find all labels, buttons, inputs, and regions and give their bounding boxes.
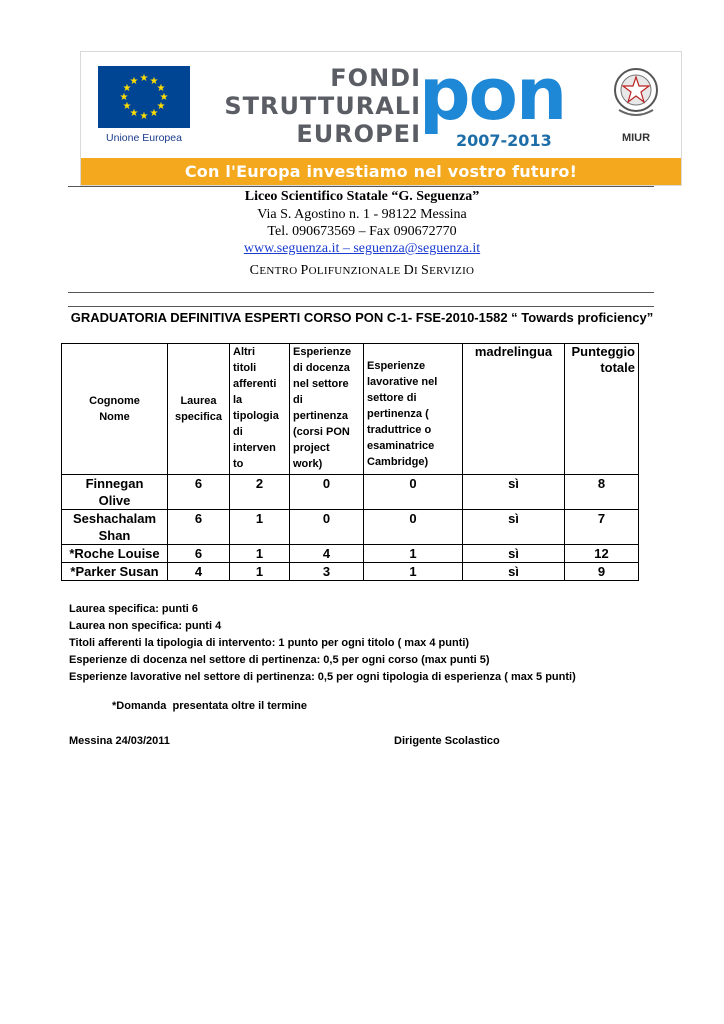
cell-lavorative: 1 [364,563,463,581]
cell-titoli: 1 [230,545,290,563]
note-line: Titoli afferenti la tipologia di intervento: 1 punto per ogni titolo ( max 4 punti) [69,637,470,649]
cell-laurea: 6 [168,545,230,563]
svg-text:★: ★ [122,83,132,94]
eu-flag-icon [98,66,190,128]
table-row [62,545,639,563]
signer: Dirigente Scolastico [394,735,500,747]
eu-label: Unione Europea [106,132,182,144]
divider [68,186,654,187]
pon-years: 2007-2013 [456,131,552,150]
svg-text:★: ★ [122,101,132,112]
svg-text:★: ★ [129,76,139,87]
italian-republic-emblem-icon [611,62,661,124]
school-web-link[interactable]: www.seguenza.it – seguenza@seguenza.it [243,241,481,256]
col-header-name: Cognome Nome [62,344,168,475]
school-address: Via S. Agostino n. 1 - 98122 Messina [257,207,467,222]
cell-totale: 9 [565,563,639,581]
fondi-line: FONDI [330,64,421,92]
fondi-line: STRUTTURALI [224,92,421,120]
cell-lavorative: 1 [364,545,463,563]
candidate-name: *Parker Susan [62,563,168,581]
pon-logo: pon [419,52,566,136]
cell-titoli: 2 [230,475,290,510]
miur-label: MIUR [621,132,651,144]
cell-docenza: 0 [290,475,364,510]
svg-text:★: ★ [159,92,169,103]
svg-text:★: ★ [149,76,159,87]
cell-madrelingua: sì [463,510,565,545]
cell-laurea: 6 [168,510,230,545]
scoring-notes [69,601,576,686]
school-phone: Tel. 090673569 – Fax 090672770 [267,224,457,239]
pon-banner [80,51,682,186]
table-header-row [62,344,639,475]
slogan-text: Con l'Europa investiamo nel vostro futuro! [184,162,578,181]
svg-text:★: ★ [156,83,166,94]
centro-polifunzionale: CENTRO POLIFUNZIONALE DI SERVIZIO [249,263,475,278]
table-row [62,563,639,581]
col-header-docenza: Esperienze di docenza nel settore di pertinenza (corsi PON project work) [290,344,364,475]
fondi-line: EUROPEI [296,120,421,148]
divider [68,292,654,293]
col-header-madrelingua: madrelingua [463,344,565,475]
col-header-lavorative: Esperienze lavorative nel settore di pertinenza ( traduttrice o esaminatrice Cambridge) [364,344,463,475]
cell-totale: 12 [565,545,639,563]
cell-laurea: 6 [168,475,230,510]
cell-docenza: 3 [290,563,364,581]
place-date: Messina 24/03/2011 [69,735,170,747]
svg-text:★: ★ [139,73,149,84]
divider [68,306,654,307]
candidate-name: *Roche Louise [62,545,168,563]
cell-totale: 7 [565,510,639,545]
svg-text:★: ★ [129,108,139,119]
note-line: Esperienze lavorative nel settore di pertinenza: 0,5 per ogni tipologia di esperienza ( max 5 punti) [69,671,576,683]
cell-totale: 8 [565,475,639,510]
cell-laurea: 4 [168,563,230,581]
document-title: GRADUATORIA DEFINITIVA ESPERTI CORSO PON C-1- FSE-2010-1582 “ Towards proficiency” [70,310,654,325]
school-name: Liceo Scientifico Statale “G. Seguenza” [244,189,480,204]
slogan-bar [81,158,681,185]
cell-lavorative: 0 [364,510,463,545]
note-line: Laurea non specifica: punti 4 [69,620,222,632]
late-application-note: *Domanda presentata oltre il termine [112,700,307,712]
cell-madrelingua: sì [463,545,565,563]
cell-titoli: 1 [230,563,290,581]
candidate-name: Finnegan Olive [62,475,168,510]
note-line: Laurea specifica: punti 6 [69,603,198,615]
cell-madrelingua: sì [463,475,565,510]
cell-docenza: 4 [290,545,364,563]
cell-docenza: 0 [290,510,364,545]
svg-text:★: ★ [139,111,149,122]
svg-text:★: ★ [119,92,129,103]
candidate-name: Seshachalam Shan [62,510,168,545]
svg-text:★: ★ [149,108,159,119]
fondi-strutturali-logo [221,64,421,148]
cell-titoli: 1 [230,510,290,545]
svg-text:★: ★ [156,101,166,112]
col-header-titoli: Altri titoli afferenti la tipologia di interven to [230,344,290,475]
cell-lavorative: 0 [364,475,463,510]
ranking-table [61,343,639,581]
cell-madrelingua: sì [463,563,565,581]
col-header-punteggio: Punteggio totale [565,344,639,475]
col-header-laurea: Laurea specifica [168,344,230,475]
table-row [62,475,639,510]
table-row [62,510,639,545]
note-line: Esperienze di docenza nel settore di pertinenza: 0,5 per ogni corso (max punti 5) [69,654,490,666]
